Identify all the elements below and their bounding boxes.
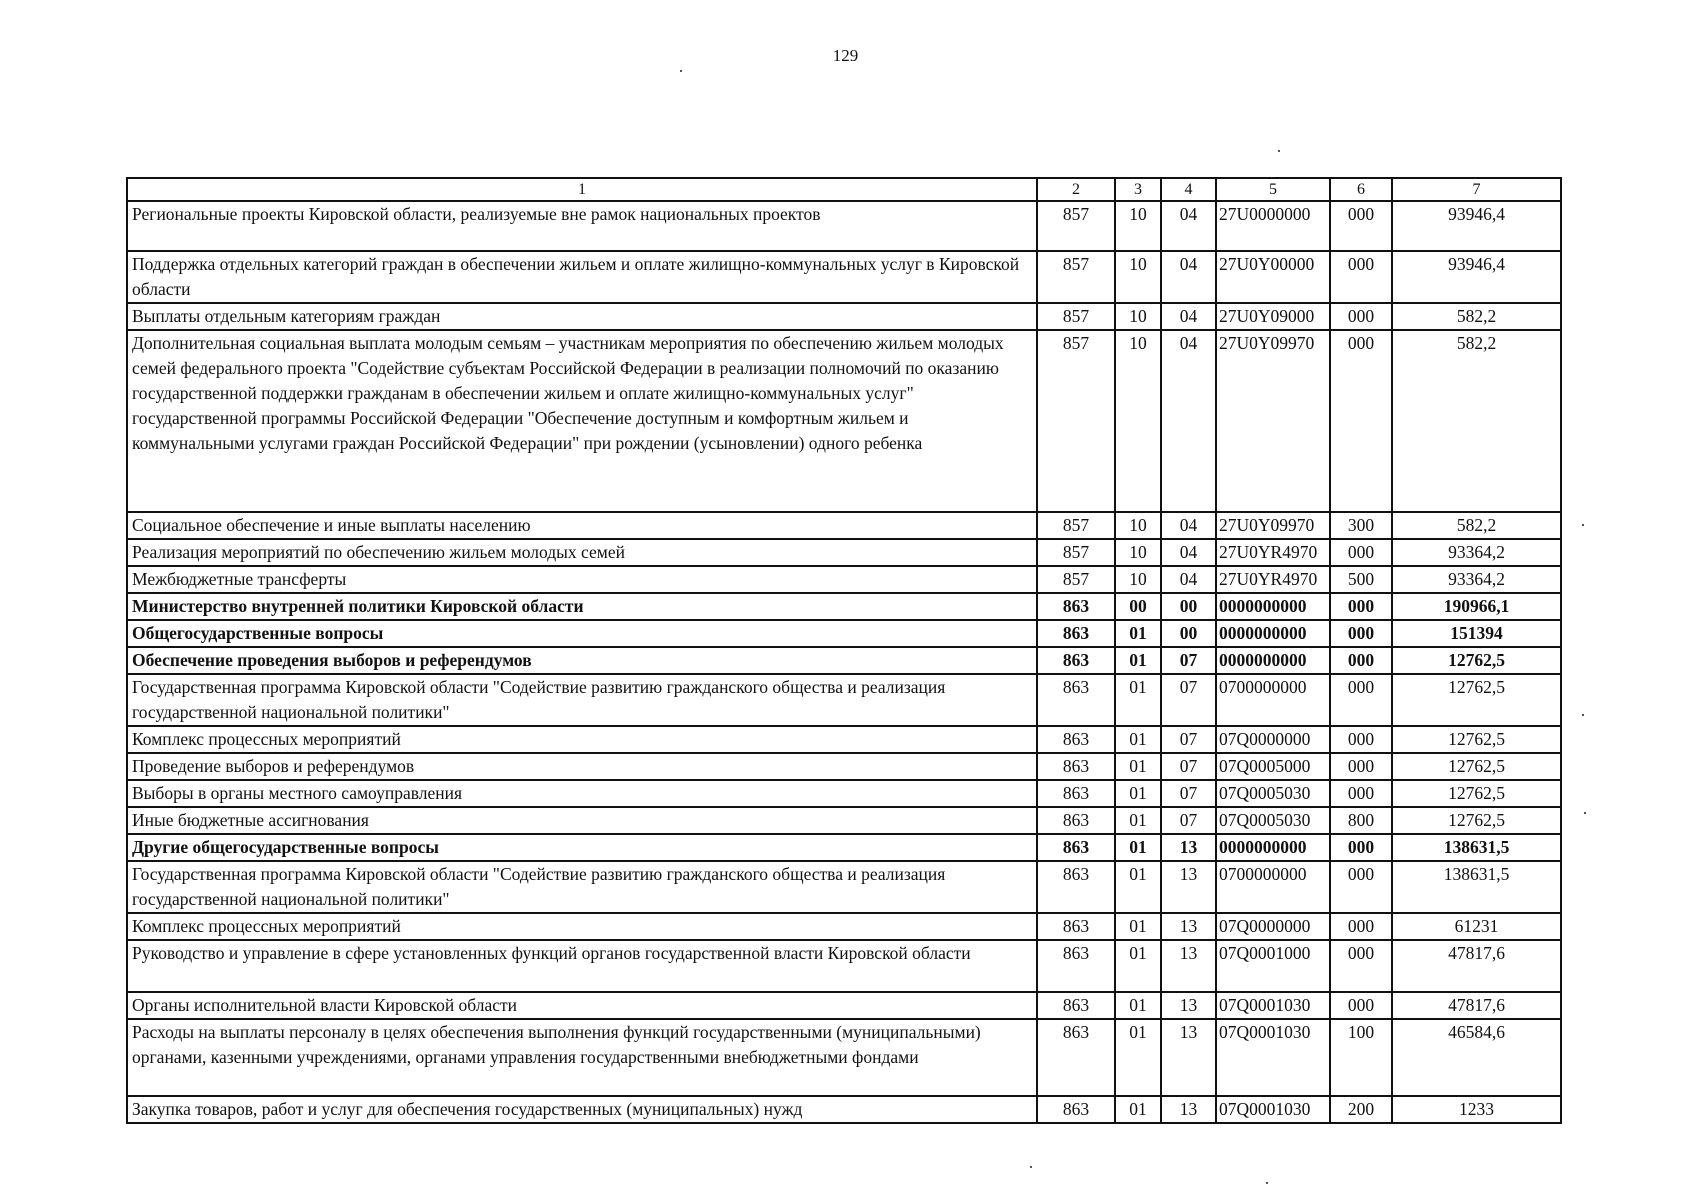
ministry-code-cell: 863	[1037, 992, 1115, 1019]
row-name-cell: Региональные проекты Кировской области, реализуемые вне рамок национальных проектов	[127, 201, 1037, 251]
row-name-cell: Поддержка отдельных категорий граждан в обеспечении жильем и оплате жилищно-коммунальных услуг в Кировской области	[127, 251, 1037, 303]
ministry-code-cell: 863	[1037, 620, 1115, 647]
amount-cell: 47817,6	[1392, 940, 1561, 992]
subsection-code-cell: 04	[1161, 330, 1216, 512]
expense-type-cell: 000	[1330, 539, 1392, 566]
amount-cell: 582,2	[1392, 330, 1561, 512]
expense-type-cell: 000	[1330, 251, 1392, 303]
row-name-cell: Закупка товаров, работ и услуг для обеспечения государственных (муниципальных) нужд	[127, 1096, 1037, 1123]
table-row	[127, 1096, 1561, 1123]
row-name-cell: Иные бюджетные ассигнования	[127, 807, 1037, 834]
subsection-code-cell: 07	[1161, 647, 1216, 674]
amount-cell: 12762,5	[1392, 726, 1561, 753]
expense-type-cell: 000	[1330, 726, 1392, 753]
subsection-code-cell: 13	[1161, 1096, 1216, 1123]
section-code-cell: 10	[1115, 303, 1161, 330]
section-code-cell: 01	[1115, 861, 1161, 913]
table-row	[127, 940, 1561, 992]
ministry-code-cell: 863	[1037, 780, 1115, 807]
table-row	[127, 512, 1561, 539]
subsection-code-cell: 07	[1161, 753, 1216, 780]
header-cell: 1	[127, 178, 1037, 201]
subsection-code-cell: 13	[1161, 992, 1216, 1019]
ministry-code-cell: 863	[1037, 674, 1115, 726]
ministry-code-cell: 857	[1037, 303, 1115, 330]
ministry-code-cell: 857	[1037, 566, 1115, 593]
target-article-cell: 27U0YR4970	[1216, 539, 1330, 566]
subsection-code-cell: 04	[1161, 303, 1216, 330]
row-name-cell: Государственная программа Кировской области "Содействие развитию гражданского общества и реализация государственной национальной политики"	[127, 674, 1037, 726]
row-name-cell: Министерство внутренней политики Кировской области	[127, 593, 1037, 620]
section-code-cell: 10	[1115, 539, 1161, 566]
target-article-cell: 27U0Y09000	[1216, 303, 1330, 330]
target-article-cell: 27U0Y00000	[1216, 251, 1330, 303]
row-name-cell: Государственная программа Кировской области "Содействие развитию гражданского общества и реализация государственной национальной политики"	[127, 861, 1037, 913]
subsection-code-cell: 00	[1161, 593, 1216, 620]
target-article-cell: 27U0000000	[1216, 201, 1330, 251]
section-code-cell: 10	[1115, 330, 1161, 512]
table-row	[127, 251, 1561, 303]
table-row	[127, 593, 1561, 620]
header-cell: 2	[1037, 178, 1115, 201]
expense-type-cell: 000	[1330, 940, 1392, 992]
expense-type-cell: 000	[1330, 330, 1392, 512]
amount-cell: 12762,5	[1392, 647, 1561, 674]
ministry-code-cell: 857	[1037, 330, 1115, 512]
header-cell: 4	[1161, 178, 1216, 201]
row-name-cell: Комплекс процессных мероприятий	[127, 726, 1037, 753]
ministry-code-cell: 863	[1037, 726, 1115, 753]
row-name-cell: Дополнительная социальная выплата молодым семьям – участникам мероприятия по обеспечению жильем молодых семей федерального проекта "Содействие субъектам Российской Федерации в реализации полномочий по оказанию государственной поддержки гражданам в обеспечении жильем и оплате жилищно-коммунальных услуг" государственной программы Российской Федерации "Обеспечение доступным и комфортным жильем и коммунальными услугами граждан Российской Федерации" при рождении (усыновлении) одного ребенка	[127, 330, 1037, 512]
expense-type-cell: 000	[1330, 992, 1392, 1019]
target-article-cell: 0700000000	[1216, 861, 1330, 913]
amount-cell: 46584,6	[1392, 1019, 1561, 1096]
expense-type-cell: 800	[1330, 807, 1392, 834]
subsection-code-cell: 07	[1161, 674, 1216, 726]
subsection-code-cell: 13	[1161, 834, 1216, 861]
target-article-cell: 07Q0001030	[1216, 1096, 1330, 1123]
amount-cell: 47817,6	[1392, 992, 1561, 1019]
table-row	[127, 566, 1561, 593]
expense-type-cell: 000	[1330, 303, 1392, 330]
subsection-code-cell: 13	[1161, 913, 1216, 940]
ministry-code-cell: 863	[1037, 647, 1115, 674]
table-row	[127, 726, 1561, 753]
row-name-cell: Расходы на выплаты персоналу в целях обеспечения выполнения функций государственными (муниципальными) органами, казенными учреждениями, органами управления государственными внебюджетными фондами	[127, 1019, 1037, 1096]
table-row	[127, 201, 1561, 251]
table-row	[127, 861, 1561, 913]
amount-cell: 582,2	[1392, 303, 1561, 330]
row-name-cell: Руководство и управление в сфере установленных функций органов государственной власти Кировской области	[127, 940, 1037, 992]
table-row	[127, 303, 1561, 330]
row-name-cell: Комплекс процессных мероприятий	[127, 913, 1037, 940]
row-name-cell: Другие общегосударственные вопросы	[127, 834, 1037, 861]
ministry-code-cell: 863	[1037, 807, 1115, 834]
amount-cell: 138631,5	[1392, 834, 1561, 861]
scan-speck	[1582, 714, 1584, 716]
ministry-code-cell: 863	[1037, 1019, 1115, 1096]
table-row	[127, 539, 1561, 566]
ministry-code-cell: 857	[1037, 201, 1115, 251]
target-article-cell: 27U0Y09970	[1216, 330, 1330, 512]
expense-type-cell: 000	[1330, 780, 1392, 807]
target-article-cell: 07Q0001030	[1216, 1019, 1330, 1096]
section-code-cell: 10	[1115, 566, 1161, 593]
scan-speck	[1030, 1166, 1032, 1168]
target-article-cell: 07Q0005030	[1216, 780, 1330, 807]
header-cell: 3	[1115, 178, 1161, 201]
section-code-cell: 01	[1115, 620, 1161, 647]
target-article-cell: 27U0Y09970	[1216, 512, 1330, 539]
amount-cell: 190966,1	[1392, 593, 1561, 620]
row-name-cell: Общегосударственные вопросы	[127, 620, 1037, 647]
table-row	[127, 807, 1561, 834]
subsection-code-cell: 07	[1161, 780, 1216, 807]
table-row	[127, 834, 1561, 861]
amount-cell: 582,2	[1392, 512, 1561, 539]
subsection-code-cell: 13	[1161, 1019, 1216, 1096]
amount-cell: 12762,5	[1392, 780, 1561, 807]
ministry-code-cell: 857	[1037, 251, 1115, 303]
row-name-cell: Выборы в органы местного самоуправления	[127, 780, 1037, 807]
ministry-code-cell: 863	[1037, 593, 1115, 620]
scan-speck	[680, 70, 682, 72]
amount-cell: 1233	[1392, 1096, 1561, 1123]
row-name-cell: Социальное обеспечение и иные выплаты населению	[127, 512, 1037, 539]
section-code-cell: 10	[1115, 251, 1161, 303]
amount-cell: 12762,5	[1392, 674, 1561, 726]
expense-type-cell: 000	[1330, 201, 1392, 251]
subsection-code-cell: 04	[1161, 566, 1216, 593]
target-article-cell: 0000000000	[1216, 834, 1330, 861]
ministry-code-cell: 863	[1037, 1096, 1115, 1123]
subsection-code-cell: 04	[1161, 539, 1216, 566]
target-article-cell: 07Q0005030	[1216, 807, 1330, 834]
amount-cell: 12762,5	[1392, 807, 1561, 834]
target-article-cell: 0000000000	[1216, 647, 1330, 674]
ministry-code-cell: 863	[1037, 913, 1115, 940]
scan-speck	[1582, 524, 1584, 526]
section-code-cell: 01	[1115, 726, 1161, 753]
amount-cell: 93946,4	[1392, 201, 1561, 251]
ministry-code-cell: 863	[1037, 861, 1115, 913]
table-row	[127, 753, 1561, 780]
table-row	[127, 992, 1561, 1019]
subsection-code-cell: 07	[1161, 726, 1216, 753]
section-code-cell: 01	[1115, 940, 1161, 992]
expense-type-cell: 000	[1330, 861, 1392, 913]
amount-cell: 61231	[1392, 913, 1561, 940]
expense-type-cell: 500	[1330, 566, 1392, 593]
target-article-cell: 0000000000	[1216, 620, 1330, 647]
ministry-code-cell: 863	[1037, 753, 1115, 780]
amount-cell: 12762,5	[1392, 753, 1561, 780]
target-article-cell: 27U0YR4970	[1216, 566, 1330, 593]
header-cell: 5	[1216, 178, 1330, 201]
target-article-cell: 0700000000	[1216, 674, 1330, 726]
row-name-cell: Обеспечение проведения выборов и референдумов	[127, 647, 1037, 674]
section-code-cell: 01	[1115, 834, 1161, 861]
ministry-code-cell: 857	[1037, 539, 1115, 566]
expense-type-cell: 000	[1330, 647, 1392, 674]
section-code-cell: 00	[1115, 593, 1161, 620]
row-name-cell: Выплаты отдельным категориям граждан	[127, 303, 1037, 330]
header-cell: 7	[1392, 178, 1561, 201]
table-row	[127, 780, 1561, 807]
section-code-cell: 10	[1115, 201, 1161, 251]
amount-cell: 93364,2	[1392, 566, 1561, 593]
expense-type-cell: 000	[1330, 913, 1392, 940]
amount-cell: 93946,4	[1392, 251, 1561, 303]
section-code-cell: 01	[1115, 780, 1161, 807]
ministry-code-cell: 863	[1037, 940, 1115, 992]
table-row	[127, 620, 1561, 647]
table-row	[127, 330, 1561, 512]
row-name-cell: Межбюджетные трансферты	[127, 566, 1037, 593]
section-code-cell: 01	[1115, 992, 1161, 1019]
scan-speck	[1278, 150, 1280, 152]
section-code-cell: 01	[1115, 674, 1161, 726]
expense-type-cell: 200	[1330, 1096, 1392, 1123]
table-row	[127, 674, 1561, 726]
row-name-cell: Органы исполнительной власти Кировской области	[127, 992, 1037, 1019]
budget-table	[126, 177, 1562, 1124]
subsection-code-cell: 04	[1161, 512, 1216, 539]
table-row	[127, 913, 1561, 940]
amount-cell: 138631,5	[1392, 861, 1561, 913]
ministry-code-cell: 863	[1037, 834, 1115, 861]
scan-speck	[1584, 812, 1586, 814]
table-row	[127, 647, 1561, 674]
target-article-cell: 07Q0005000	[1216, 753, 1330, 780]
section-code-cell: 01	[1115, 753, 1161, 780]
subsection-code-cell: 13	[1161, 940, 1216, 992]
target-article-cell: 07Q0001030	[1216, 992, 1330, 1019]
expense-type-cell: 000	[1330, 753, 1392, 780]
target-article-cell: 07Q0000000	[1216, 913, 1330, 940]
amount-cell: 93364,2	[1392, 539, 1561, 566]
expense-type-cell: 100	[1330, 1019, 1392, 1096]
target-article-cell: 07Q0000000	[1216, 726, 1330, 753]
ministry-code-cell: 857	[1037, 512, 1115, 539]
target-article-cell: 0000000000	[1216, 593, 1330, 620]
subsection-code-cell: 00	[1161, 620, 1216, 647]
section-code-cell: 01	[1115, 1096, 1161, 1123]
amount-cell: 151394	[1392, 620, 1561, 647]
target-article-cell: 07Q0001000	[1216, 940, 1330, 992]
section-code-cell: 10	[1115, 512, 1161, 539]
expense-type-cell: 000	[1330, 593, 1392, 620]
expense-type-cell: 000	[1330, 674, 1392, 726]
subsection-code-cell: 13	[1161, 861, 1216, 913]
page-number: 129	[832, 46, 859, 65]
subsection-code-cell: 07	[1161, 807, 1216, 834]
section-code-cell: 01	[1115, 913, 1161, 940]
expense-type-cell: 000	[1330, 620, 1392, 647]
section-code-cell: 01	[1115, 807, 1161, 834]
expense-type-cell: 300	[1330, 512, 1392, 539]
section-code-cell: 01	[1115, 647, 1161, 674]
header-cell: 6	[1330, 178, 1392, 201]
table-row	[127, 1019, 1561, 1096]
expense-type-cell: 000	[1330, 834, 1392, 861]
section-code-cell: 01	[1115, 1019, 1161, 1096]
table-header-row	[127, 178, 1561, 201]
row-name-cell: Проведение выборов и референдумов	[127, 753, 1037, 780]
subsection-code-cell: 04	[1161, 201, 1216, 251]
row-name-cell: Реализация мероприятий по обеспечению жильем молодых семей	[127, 539, 1037, 566]
subsection-code-cell: 04	[1161, 251, 1216, 303]
scan-speck	[1266, 1182, 1268, 1184]
